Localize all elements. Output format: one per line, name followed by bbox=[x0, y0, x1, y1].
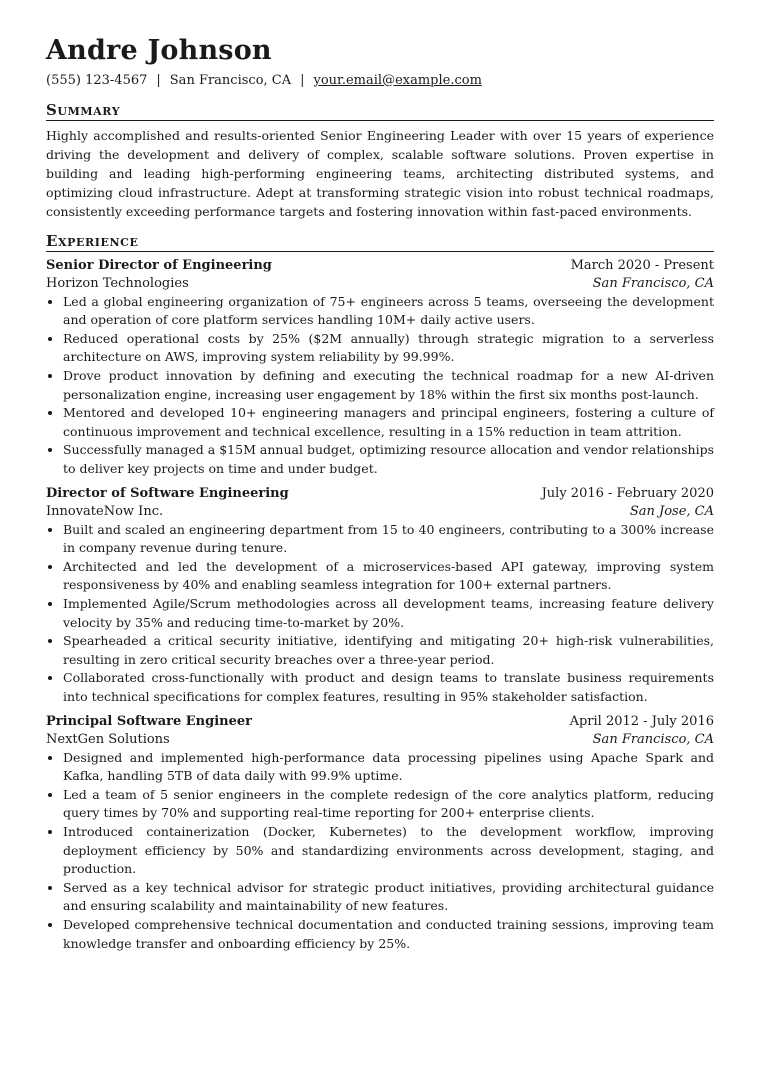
job-title: Principal Software Engineer bbox=[46, 713, 252, 729]
job-bullet: • Reduced operational costs by 25% ($2M annually) through strategic migration to a serverless architecture on AWS, improving system reliability by 99.99%. bbox=[63, 330, 714, 367]
job-bullet: • Served as a key technical advisor for strategic product initiatives, providing architectural guidance and ensuring scalability and maintainability of new features. bbox=[63, 879, 714, 916]
contact-line bbox=[46, 72, 714, 90]
job-header bbox=[46, 257, 714, 275]
contact-separator: | bbox=[300, 72, 305, 88]
job-entry bbox=[46, 257, 714, 479]
job-bullets bbox=[46, 521, 714, 707]
job-bullet: • Mentored and developed 10+ engineering managers and principal engineers, fostering a culture of continuous improvement and technical excellence, resulting in a 15% reduction in team attrition. bbox=[63, 404, 714, 441]
summary-text: Highly accomplished and results-oriented Senior Engineering Leader with over 15 years of experience driving the development and delivery of complex, scalable software solutions. Proven expertise in building and leading high-performing engineering teams, architecting distributed systems, and optimizing cloud infrastructure. Adept at transforming strategic vision into robust technical roadmaps, consistently exceeding performance targets and fostering innovation within fast-paced environments. bbox=[46, 127, 714, 219]
job-bullet: • Drove product innovation by defining and executing the technical roadmap for a new AI-driven personalization engine, increasing user engagement by 18% within the first six months post-launch. bbox=[63, 367, 714, 404]
job-bullet: • Collaborated cross-functionally with product and design teams to translate business requirements into technical specifications for complex features, resulting in 95% stakeholder satisfaction. bbox=[63, 669, 714, 706]
candidate-name: Andre Johnson bbox=[46, 35, 272, 66]
job-company: Horizon Technologies bbox=[46, 275, 189, 291]
job-location: San Francisco, CA bbox=[592, 731, 714, 747]
job-bullet: • Introduced containerization (Docker, Kubernetes) to the development workflow, improving deployment efficiency by 50% and standardizing environments across development, staging, and production. bbox=[63, 823, 714, 879]
job-header bbox=[46, 485, 714, 503]
job-bullets bbox=[46, 749, 714, 954]
job-company: NextGen Solutions bbox=[46, 731, 170, 747]
job-dates: July 2016 - February 2020 bbox=[541, 485, 714, 501]
job-title: Director of Software Engineering bbox=[46, 485, 289, 501]
job-bullet: • Led a global engineering organization of 75+ engineers across 5 teams, overseeing the development and operation of core platform services handling 10M+ daily active users. bbox=[63, 293, 714, 330]
job-bullets bbox=[46, 293, 714, 479]
contact-location: San Francisco, CA bbox=[169, 72, 292, 88]
experience-list bbox=[46, 257, 714, 953]
job-bullet: • Architected and led the development of a microservices-based API gateway, improving system responsiveness by 40% and enabling seamless integration for 100+ external partners. bbox=[63, 558, 714, 595]
job-company: InnovateNow Inc. bbox=[46, 503, 164, 519]
job-bullet: • Spearheaded a critical security initiative, identifying and mitigating 20+ high-risk vulnerabilities, resulting in zero critical security breaches over a three-year period. bbox=[63, 632, 714, 669]
job-header bbox=[46, 713, 714, 731]
contact-phone: (555) 123-4567 bbox=[46, 72, 148, 88]
contact-email-link[interactable]: your.email@example.com bbox=[313, 72, 482, 88]
job-location: San Francisco, CA bbox=[592, 275, 714, 291]
job-subheader bbox=[46, 275, 714, 293]
job-dates: March 2020 - Present bbox=[570, 257, 714, 273]
job-bullet: • Led a team of 5 senior engineers in the complete redesign of the core analytics platform, reducing query times by 70% and supporting real-time reporting for 200+ enterprise clients. bbox=[63, 786, 714, 823]
job-bullet: • Developed comprehensive technical documentation and conducted training sessions, improving team knowledge transfer and onboarding efficiency by 25%. bbox=[63, 916, 714, 953]
job-location: San Jose, CA bbox=[629, 503, 714, 519]
job-bullet: • Designed and implemented high-performance data processing pipelines using Apache Spark and Kafka, handling 5TB of data daily with 99.9% uptime. bbox=[63, 749, 714, 786]
job-dates: April 2012 - July 2016 bbox=[569, 713, 714, 729]
job-subheader bbox=[46, 731, 714, 749]
job-subheader bbox=[46, 503, 714, 521]
job-entry bbox=[46, 713, 714, 954]
job-entry bbox=[46, 485, 714, 707]
job-bullet: • Implemented Agile/Scrum methodologies across all development teams, increasing feature delivery velocity by 35% and reducing time-to-market by 20%. bbox=[63, 595, 714, 632]
summary-heading: Summary bbox=[46, 101, 714, 121]
contact-separator: | bbox=[156, 72, 161, 88]
experience-heading: Experience bbox=[46, 232, 714, 252]
job-title: Senior Director of Engineering bbox=[46, 257, 272, 273]
job-bullet: • Successfully managed a $15M annual budget, optimizing resource allocation and vendor relationships to deliver key projects on time and under budget. bbox=[63, 441, 714, 478]
job-bullet: • Built and scaled an engineering department from 15 to 40 engineers, contributing to a 300% increase in company revenue during tenure. bbox=[63, 521, 714, 558]
